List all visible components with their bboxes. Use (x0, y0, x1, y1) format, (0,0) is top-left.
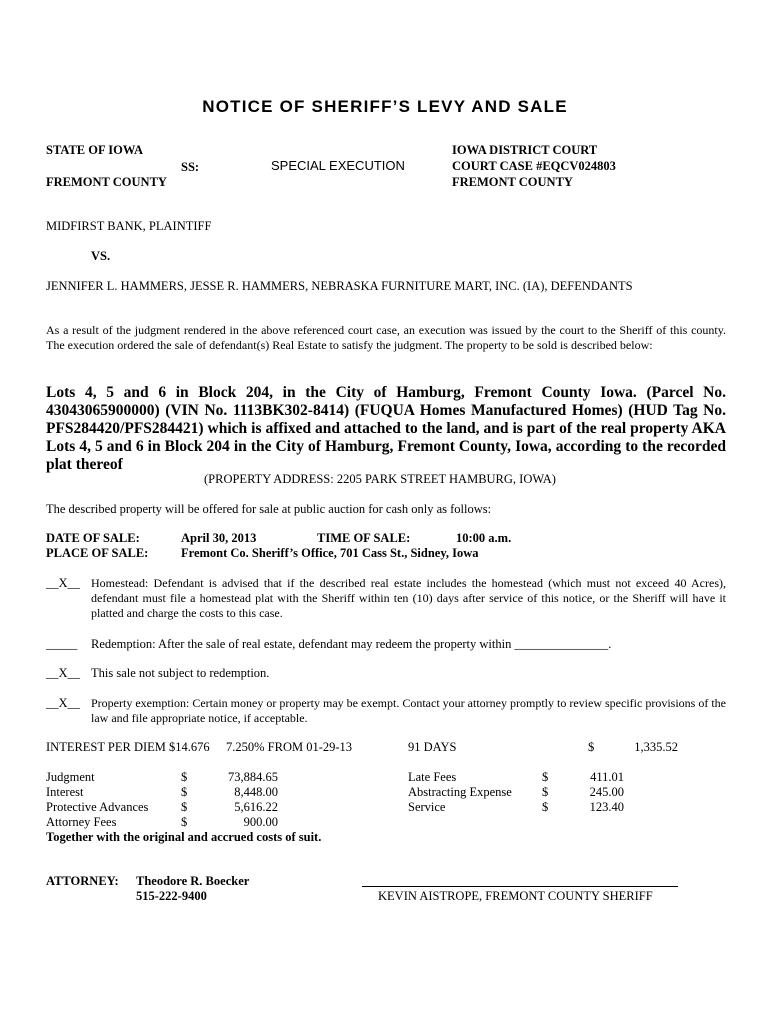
state-label: STATE OF IOWA (46, 143, 144, 157)
plaintiff-line: MIDFIRST BANK, PLAINTIFF (46, 219, 212, 233)
attorney-label: ATTORNEY: (46, 874, 119, 888)
attorney-phone: 515-222-9400 (136, 889, 207, 903)
exemption-mark: __X__ (46, 696, 81, 710)
cost-label: Service (408, 800, 446, 814)
court-label: IOWA DISTRICT COURT (452, 143, 598, 157)
cost-dollar-sign: $ (181, 785, 188, 799)
cost-dollar-sign: $ (542, 785, 549, 799)
special-execution-label: SPECIAL EXECUTION (271, 158, 405, 173)
interest-rate: 7.250% FROM 01-29-13 (226, 740, 353, 754)
interest-per-diem: INTEREST PER DIEM $14.676 (46, 740, 210, 754)
time-of-sale-label: TIME OF SALE: (317, 531, 411, 545)
sheriff-signature-name: KEVIN AISTROPE, FREMONT COUNTY SHERIFF (378, 889, 653, 903)
cost-amount: 73,884.65 (228, 770, 278, 784)
interest-dollar-sign: $ (588, 740, 595, 754)
ss-label: SS: (181, 160, 200, 174)
redemption-notice: Redemption: After the sale of real estate, defendant may redeem the property within _______________. (91, 637, 612, 651)
time-of-sale-value: 10:00 a.m. (456, 531, 512, 545)
property-address: (PROPERTY ADDRESS: 2205 PARK STREET HAMBURG, IOWA) (204, 472, 556, 486)
exemption-notice: Property exemption: Certain money or property may be exempt. Contact your attorney promptly to review specific provisions of the law and file appropriate notice, if acceptable. (91, 696, 726, 725)
cost-label: Abstracting Expense (408, 785, 512, 799)
attorney-name: Theodore R. Boecker (136, 874, 250, 888)
cost-label: Attorney Fees (46, 815, 117, 829)
cost-amount: 123.40 (589, 800, 624, 814)
date-of-sale-label: DATE OF SALE: (46, 531, 140, 545)
cost-dollar-sign: $ (181, 770, 188, 784)
intro-paragraph: As a result of the judgment rendered in the above referenced court case, an execution was issued by the court to the Sheriff of this county. The execution ordered the sale of defendant(s) Real Estate to satisfy the judgment. The property to be sold is described below: (46, 323, 726, 352)
together-with-costs: Together with the original and accrued costs of suit. (46, 830, 322, 844)
court-county-label: FREMONT COUNTY (452, 175, 573, 189)
cost-dollar-sign: $ (542, 800, 549, 814)
cost-dollar-sign: $ (181, 815, 188, 829)
court-case-label: COURT CASE #EQCV024803 (452, 159, 616, 173)
signature-line (362, 886, 678, 887)
property-description: Lots 4, 5 and 6 in Block 204, in the City of Hamburg, Fremont County Iowa. (Parcel No. 43043065900000) (VIN No. 1113BK302-8414) (FUQUA Homes Manufactured Homes) (HUD Tag No. PFS284420/PFS284421) which is affixed and attached to the land, and is part of the real property AKA Lots 4, 5 and 6 in Block 204 in the City of Hamburg, Fremont County, Iowa, according to the recorded plat thereof (46, 384, 726, 473)
cost-dollar-sign: $ (181, 800, 188, 814)
cost-dollar-sign: $ (542, 770, 549, 784)
homestead-mark: __X__ (46, 576, 81, 590)
cost-amount: 900.00 (243, 815, 278, 829)
page-title: NOTICE OF SHERIFF’S LEVY AND SALE (202, 97, 568, 116)
interest-amount: 1,335.52 (634, 740, 678, 754)
cost-amount: 5,616.22 (234, 800, 278, 814)
cost-label: Interest (46, 785, 84, 799)
cost-label: Judgment (46, 770, 95, 784)
auction-text: The described property will be offered for sale at public auction for cash only as follows: (46, 502, 492, 516)
cost-amount: 245.00 (589, 785, 624, 799)
homestead-notice: Homestead: Defendant is advised that if the described real estate includes the homestead (which must not exceed 40 Acres), defendant must file a homestead plat with the Sheriff within ten (10) days after service of this notice, or the Sheriff will have it platted and charge the costs to this case. (91, 576, 726, 620)
cost-amount: 8,448.00 (234, 785, 278, 799)
not-subject-notice: This sale not subject to redemption. (91, 666, 270, 680)
versus-label: VS. (91, 249, 111, 263)
cost-label: Late Fees (408, 770, 457, 784)
date-of-sale-value: April 30, 2013 (181, 531, 257, 545)
cost-label: Protective Advances (46, 800, 149, 814)
cost-amount: 411.01 (590, 770, 624, 784)
place-of-sale-label: PLACE OF SALE: (46, 546, 149, 560)
redemption-mark: _____ (46, 637, 78, 651)
place-of-sale-value: Fremont Co. Sheriff’s Office, 701 Cass St., Sidney, Iowa (181, 546, 479, 560)
interest-days: 91 DAYS (408, 740, 457, 754)
not-subject-mark: __X__ (46, 666, 81, 680)
defendants-line: JENNIFER L. HAMMERS, JESSE R. HAMMERS, NEBRASKA FURNITURE MART, INC. (IA), DEFENDANTS (46, 279, 633, 293)
county-label: FREMONT COUNTY (46, 175, 167, 189)
